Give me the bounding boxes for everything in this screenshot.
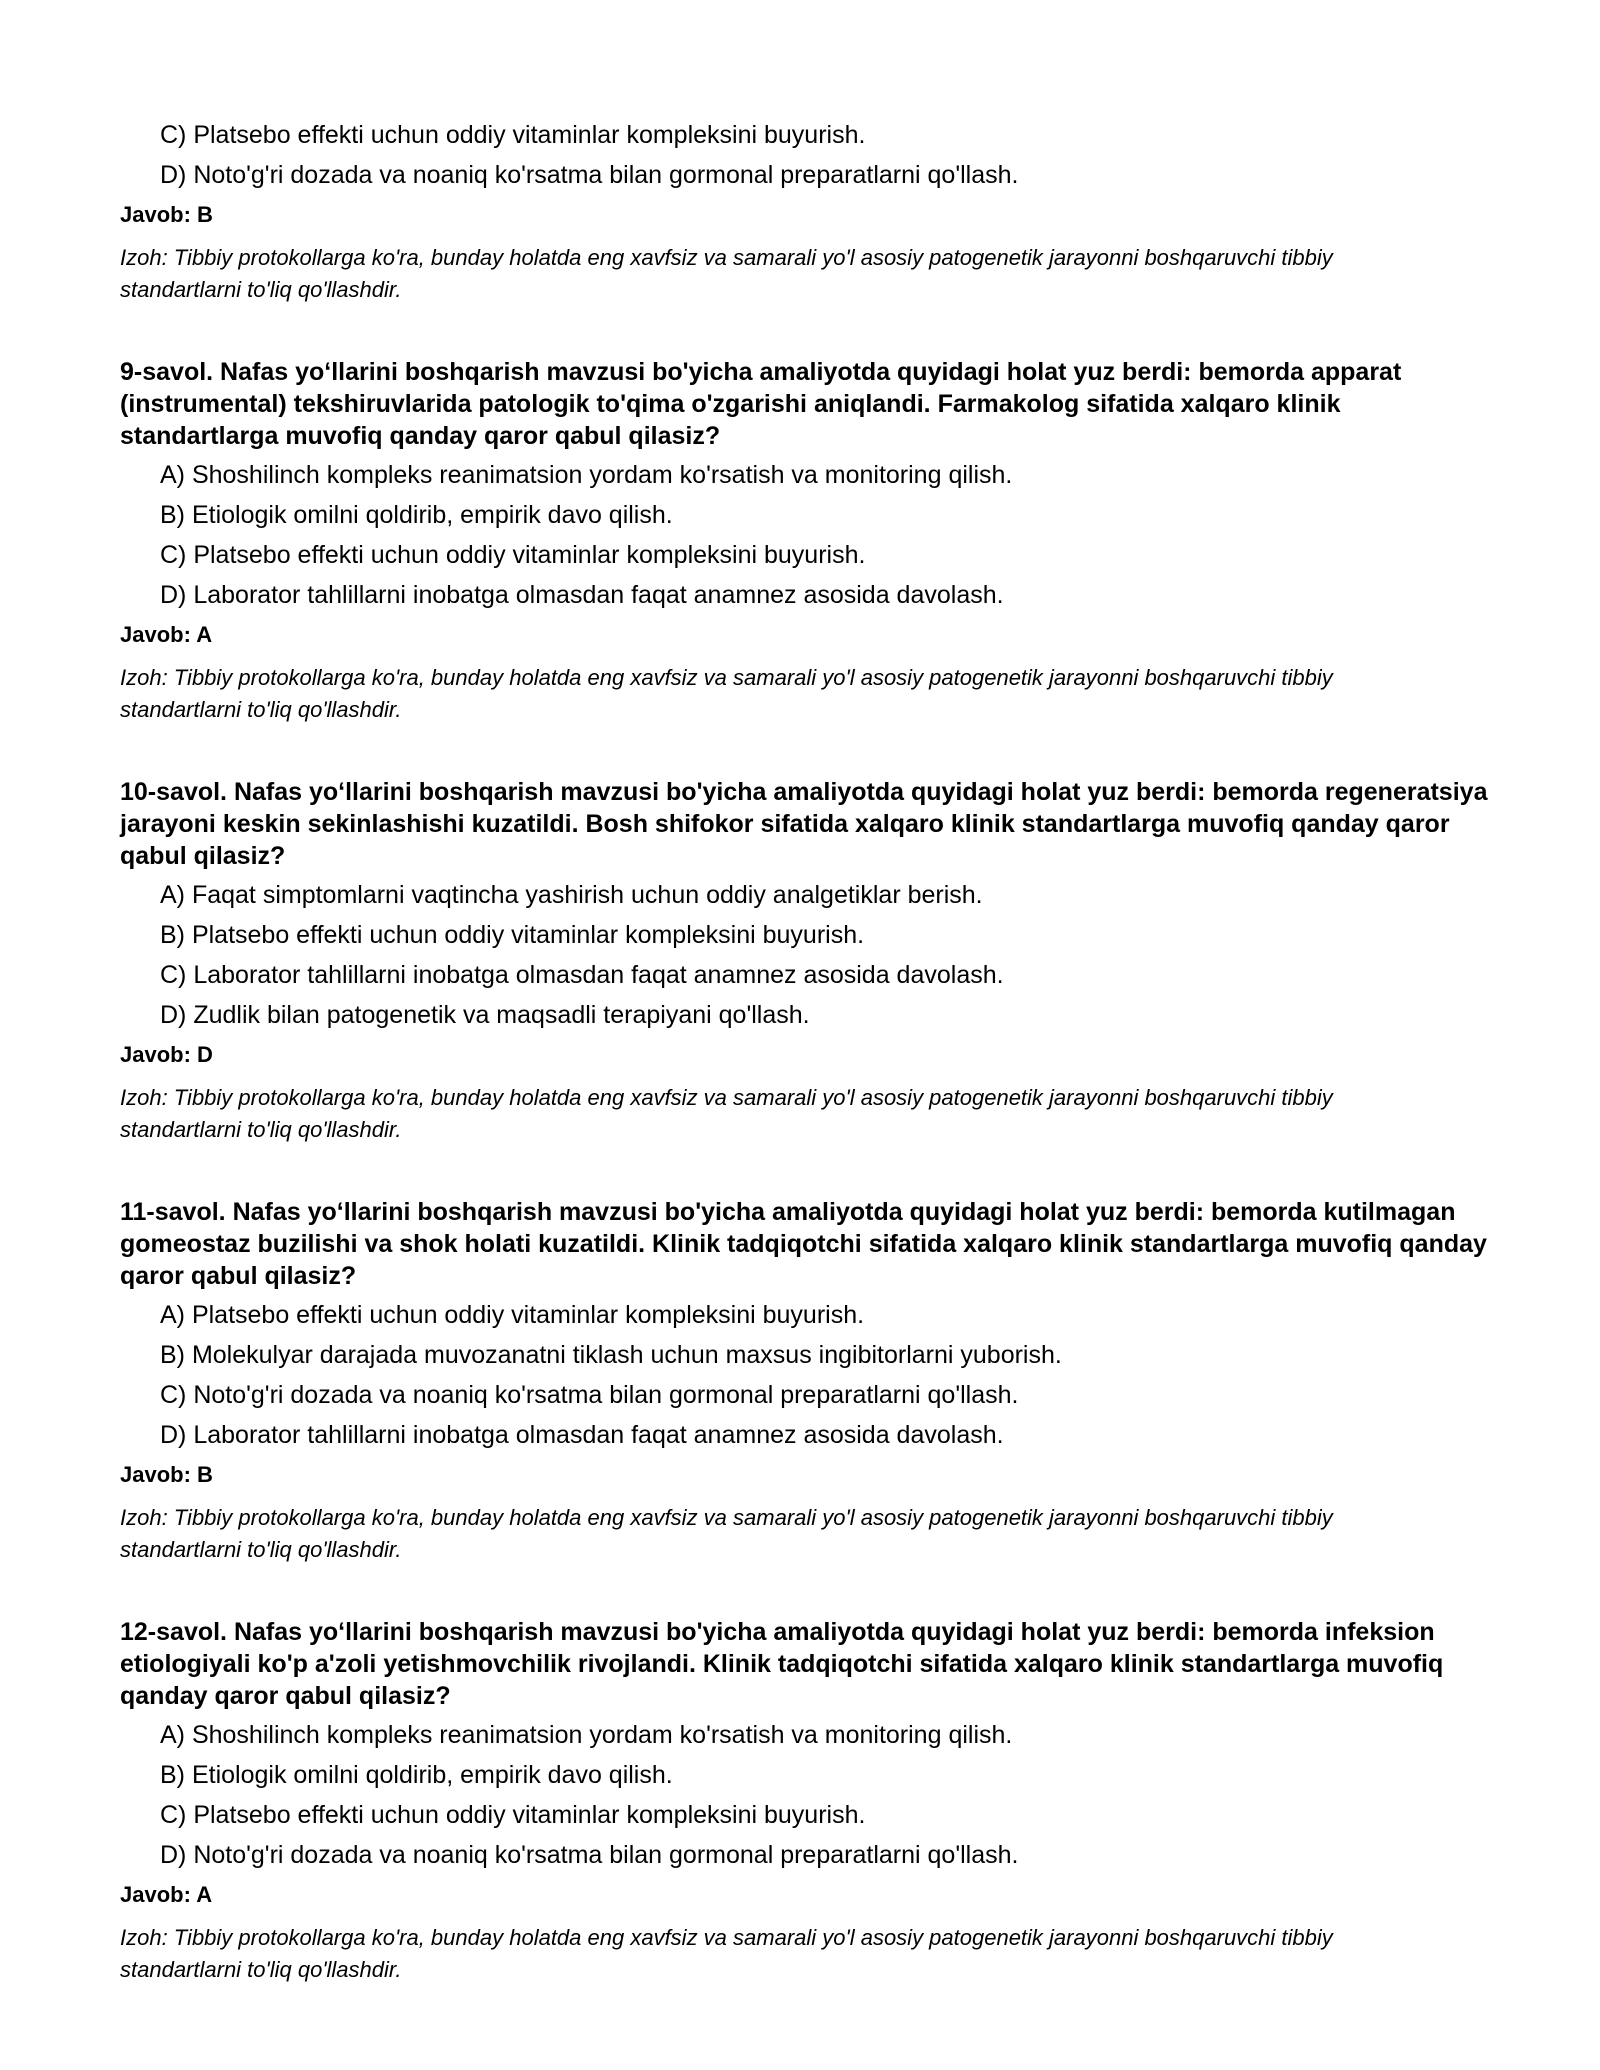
option-c: C) Platsebo effekti uchun oddiy vitaminlar kompleksini buyurish. — [160, 1801, 866, 1829]
option-d: D) Laborator tahlillarni inobatga olmasdan faqat anamnez asosida davolash. — [160, 1421, 1004, 1449]
question-block-9 — [120, 356, 1490, 726]
question-block-11 — [120, 1196, 1490, 1566]
option-c: C) Laborator tahlillarni inobatga olmasdan faqat anamnez asosida davolash. — [160, 961, 1004, 989]
explanation-note: Izoh: Tibbiy protokollarga ko'ra, bunday holatda eng xavfsiz va samarali yo'l asosiy patogenetik jarayonni boshqaruvchi tibbiy standartlarni to'liq qo'llashdir. — [120, 1505, 1333, 1562]
explanation-note: Izoh: Tibbiy protokollarga ko'ra, bunday holatda eng xavfsiz va samarali yo'l asosiy patogenetik jarayonni boshqaruvchi tibbiy standartlarni to'liq qo'llashdir. — [120, 1925, 1333, 1982]
option-c: C) Noto'g'ri dozada va noaniq ko'rsatma bilan gormonal preparatlarni qo'llash. — [160, 1381, 1019, 1409]
option-b: B) Etiologik omilni qoldirib, empirik davo qilish. — [160, 1761, 673, 1789]
option-a: A) Shoshilinch kompleks reanimatsion yordam ko'rsatish va monitoring qilish. — [160, 1721, 1013, 1749]
answer-label: Javob: D — [120, 1042, 213, 1067]
question-text: 10-savol. Nafas yo‘llarini boshqarish mavzusi bo'yicha amaliyotda quyidagi holat yuz berdi: bemorda regeneratsiya jarayoni keskin sekinlashishi kuzatildi. Bosh shifokor sifatida xalqaro klinik standartlarga muvofiq qanday qaror qabul qilasiz? — [120, 778, 1488, 870]
option-a: A) Shoshilinch kompleks reanimatsion yordam ko'rsatish va monitoring qilish. — [160, 461, 1013, 489]
option-c: C) Platsebo effekti uchun oddiy vitaminlar kompleksini buyurish. — [160, 541, 866, 569]
answer-label: Javob: B — [120, 202, 213, 227]
option-c: C) Platsebo effekti uchun oddiy vitaminlar kompleksini buyurish. — [160, 121, 866, 149]
option-b: B) Etiologik omilni qoldirib, empirik davo qilish. — [160, 501, 673, 529]
question-block-8-continued — [120, 120, 1490, 306]
question-block-10 — [120, 776, 1490, 1146]
question-block-12 — [120, 1616, 1490, 1986]
answer-label: Javob: A — [120, 622, 213, 647]
answer-label: Javob: A — [120, 1882, 213, 1907]
question-text: 9-savol. Nafas yo‘llarini boshqarish mavzusi bo'yicha amaliyotda quyidagi holat yuz berdi: bemorda apparat (instrumental) tekshiruvlarida patologik to'qima o'zgarishi aniqlandi. Farmakolog sifatida xalqaro klinik standartlarga muvofiq qanday qaror qabul qilasiz? — [120, 358, 1402, 450]
option-d: D) Laborator tahlillarni inobatga olmasdan faqat anamnez asosida davolash. — [160, 581, 1004, 609]
option-a: A) Platsebo effekti uchun oddiy vitaminlar kompleksini buyurish. — [160, 1301, 865, 1329]
answer-label: Javob: B — [120, 1462, 213, 1487]
option-a: A) Faqat simptomlarni vaqtincha yashirish uchun oddiy analgetiklar berish. — [160, 881, 983, 909]
option-b: B) Platsebo effekti uchun oddiy vitaminlar kompleksini buyurish. — [160, 921, 865, 949]
option-d: D) Noto'g'ri dozada va noaniq ko'rsatma bilan gormonal preparatlarni qo'llash. — [160, 161, 1019, 189]
question-text: 12-savol. Nafas yo‘llarini boshqarish mavzusi bo'yicha amaliyotda quyidagi holat yuz berdi: bemorda infeksion etiologiyali ko'p a'zoli yetishmovchilik rivojlandi. Klinik tadqiqotchi sifatida xalqaro klinik standartlarga muvofiq qanday qaror qabul qilasiz? — [120, 1618, 1444, 1710]
option-d: D) Noto'g'ri dozada va noaniq ko'rsatma bilan gormonal preparatlarni qo'llash. — [160, 1841, 1019, 1869]
explanation-note: Izoh: Tibbiy protokollarga ko'ra, bunday holatda eng xavfsiz va samarali yo'l asosiy patogenetik jarayonni boshqaruvchi tibbiy standartlarni to'liq qo'llashdir. — [120, 1085, 1333, 1142]
explanation-note: Izoh: Tibbiy protokollarga ko'ra, bunday holatda eng xavfsiz va samarali yo'l asosiy patogenetik jarayonni boshqaruvchi tibbiy standartlarni to'liq qo'llashdir. — [120, 665, 1333, 722]
document-page — [120, 120, 1490, 1986]
explanation-note: Izoh: Tibbiy protokollarga ko'ra, bunday holatda eng xavfsiz va samarali yo'l asosiy patogenetik jarayonni boshqaruvchi tibbiy standartlarni to'liq qo'llashdir. — [120, 245, 1333, 302]
question-text: 11-savol. Nafas yo‘llarini boshqarish mavzusi bo'yicha amaliyotda quyidagi holat yuz berdi: bemorda kutilmagan gomeostaz buzilishi va shok holati kuzatildi. Klinik tadqiqotchi sifatida xalqaro klinik standartlarga muvofiq qanday qaror qabul qilasiz? — [120, 1198, 1487, 1290]
option-d: D) Zudlik bilan patogenetik va maqsadli terapiyani qo'llash. — [160, 1001, 810, 1029]
option-b: B) Molekulyar darajada muvozanatni tiklash uchun maxsus ingibitorlarni yuborish. — [160, 1341, 1062, 1369]
